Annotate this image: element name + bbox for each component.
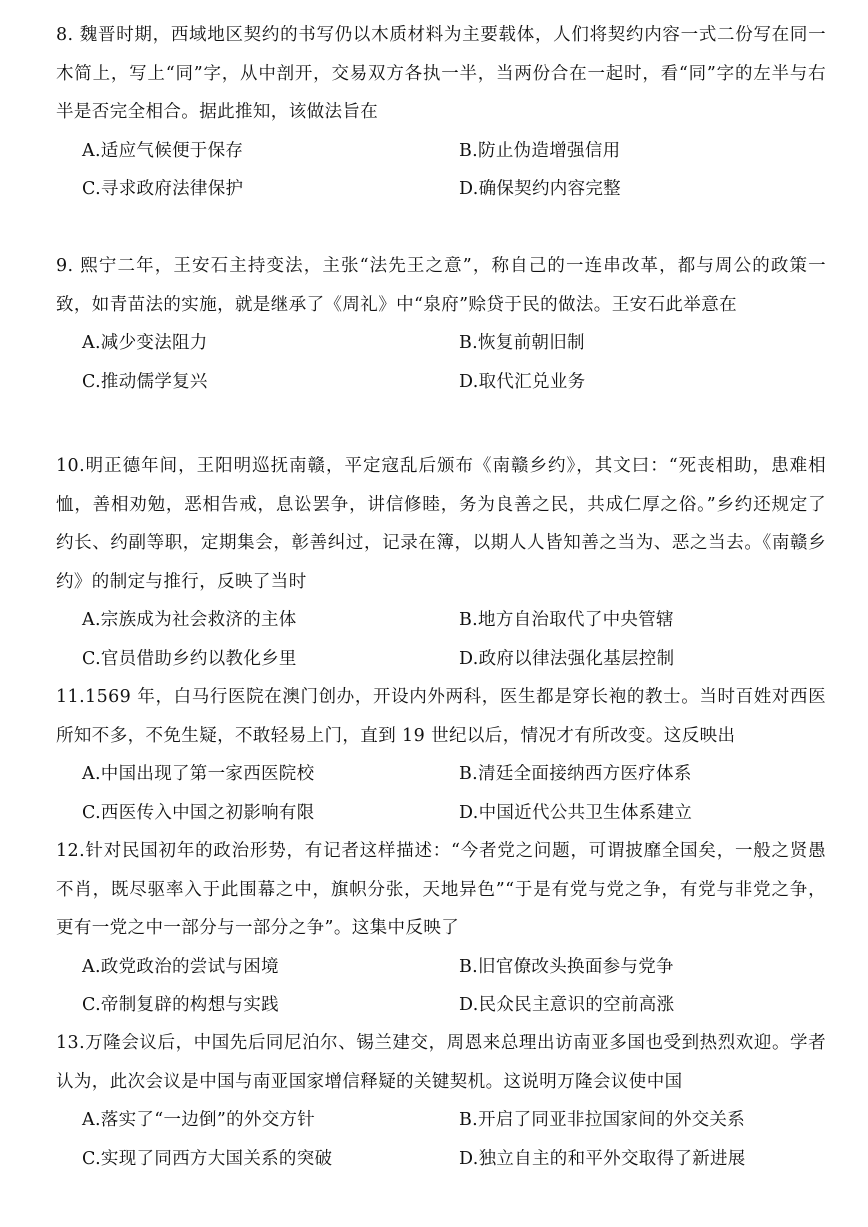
option-c: C.西医传入中国之初影响有限 [82, 802, 315, 823]
question-stem [56, 247, 826, 324]
question-stem [56, 678, 826, 755]
option-a: A.宗族成为社会救济的主体 [82, 610, 297, 630]
option-a: A.落实了“一边倒”的外交方针 [82, 1110, 316, 1130]
question-text: 魏晋时期，西域地区契约的书写仍以木质材料为主要载体，人们将契约内容一式二份写在同一木简上，写上“同”字，从中剖开，交易双方各执一半，当两份合在一起时，看“同”字的左半与右半是否完全相合。据此推知，该做法旨在 [56, 25, 826, 122]
option-c: C.寻求政府法律保护 [82, 179, 244, 199]
question-12 [56, 832, 826, 1025]
option-d: D.中国近代公共卫生体系建立 [459, 802, 693, 823]
option-list [56, 601, 826, 678]
option-b: B.防止伪造增强信用 [459, 140, 621, 161]
question-text: 1569 年，白马行医院在澳门创办，开设内外两科，医生都是穿长袍的教士。当时百姓对西医所知不多，不免生疑，不敢轻易上门，直到 19 世纪以后，情况才有所改变。这反映出 [56, 687, 826, 746]
option-d: D.政府以律法强化基层控制 [459, 648, 675, 669]
question-13 [56, 1024, 826, 1178]
option-list [56, 132, 826, 209]
question-stem [56, 16, 826, 132]
option-a: A.政党政治的尝试与困境 [82, 956, 279, 977]
question-text: 熙宁二年，王安石主持变法，主张“法先王之意”，称自己的一连串改革，都与周公的政策一致，如青苗法的实施，就是继承了《周礼》中“泉府”赊贷于民的做法。王安石此举意在 [56, 256, 827, 315]
option-d: D.独立自主的和平外交取得了新进展 [459, 1148, 746, 1169]
question-text: 明正德年间，王阳明巡抚南赣，平定寇乱后颁布《南赣乡约》，其文曰：“死丧相助，患难相恤，善相劝勉，恶相告戒，息讼罢争，讲信修睦，务为良善之民，共成仁厚之俗。”乡约还规定了约长、约副等职，定期集会，彰善纠过，记录在簿，以期人人皆知善之当为、恶之当去。《南赣乡约》的制定与推行，反映了当时 [56, 456, 826, 592]
option-c: C.官员借助乡约以教化乡里 [82, 648, 297, 669]
question-stem [56, 832, 826, 948]
question-10 [56, 447, 826, 678]
question-8 [56, 16, 826, 209]
question-9 [56, 247, 826, 401]
question-number: 9. [56, 256, 74, 276]
option-b: B.恢复前朝旧制 [459, 333, 585, 353]
option-b: B.地方自治取代了中央管辖 [459, 610, 674, 630]
option-b: B.清廷全面接纳西方医疗体系 [459, 764, 692, 784]
option-c: C.推动儒学复兴 [82, 371, 208, 392]
question-number: 12. [56, 841, 86, 861]
question-text: 针对民国初年的政治形势，有记者这样描述：“今者党之问题，可谓披靡全国矣，一般之贤愚不肖，既尽驱率入于此围幕之中，旗帜分张，天地异色”“于是有党与党之争，有党与非党之争，更有一党之中一部分与一部分之争”。这集中反映了 [56, 841, 826, 938]
question-number: 11. [56, 687, 86, 707]
option-d: D.取代汇兑业务 [459, 371, 586, 392]
option-a: A.减少变法阻力 [82, 333, 208, 353]
question-text: 万隆会议后，中国先后同尼泊尔、锡兰建交，周恩来总理出访南亚多国也受到热烈欢迎。学者认为，此次会议是中国与南亚国家增信释疑的关键契机。这说明万隆会议使中国 [56, 1033, 826, 1092]
option-b: B.开启了同亚非拉国家间的外交关系 [459, 1110, 746, 1130]
option-list [56, 324, 826, 401]
question-number: 10. [56, 456, 86, 476]
option-list [56, 755, 826, 832]
option-a: A.中国出现了第一家西医院校 [82, 764, 315, 784]
question-stem [56, 1024, 826, 1101]
option-list [56, 948, 826, 1025]
option-c: C.帝制复辟的构想与实践 [82, 995, 279, 1015]
question-11 [56, 678, 826, 832]
option-d: D.民众民主意识的空前高涨 [459, 995, 675, 1015]
option-d: D.确保契约内容完整 [459, 179, 621, 199]
question-stem [56, 447, 826, 601]
option-list [56, 1101, 826, 1178]
option-c: C.实现了同西方大国关系的突破 [82, 1148, 333, 1169]
option-b: B.旧官僚改头换面参与党争 [459, 956, 674, 977]
question-number: 8. [56, 25, 74, 45]
question-number: 13. [56, 1033, 86, 1053]
option-a: A.适应气候便于保存 [82, 140, 244, 161]
